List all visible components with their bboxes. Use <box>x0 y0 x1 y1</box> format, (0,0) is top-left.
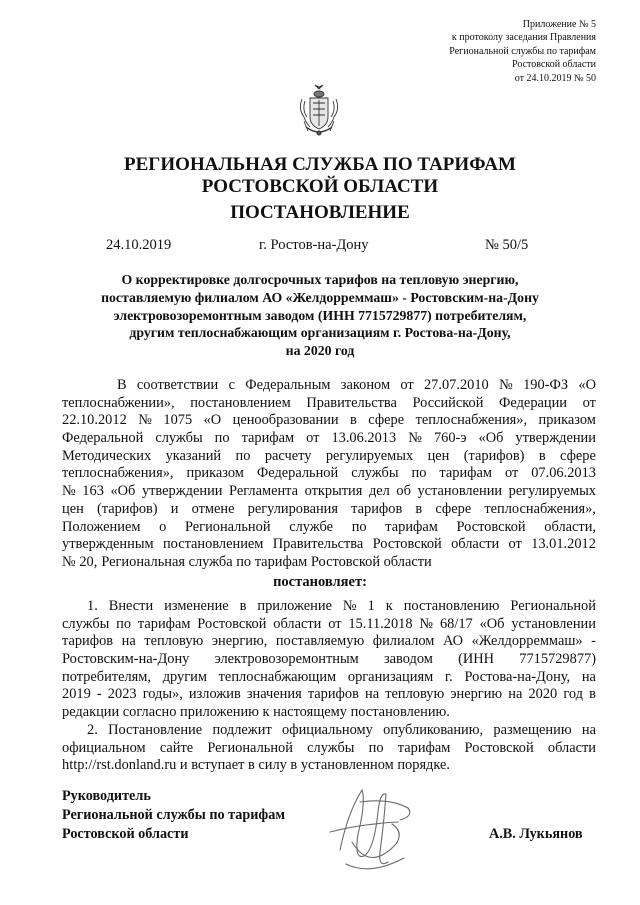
word: - <box>96 686 102 703</box>
word: другим <box>162 668 207 685</box>
word: АО <box>442 633 464 650</box>
text-line <box>62 616 596 634</box>
word: на <box>365 686 380 703</box>
word: регулируемых <box>508 483 596 500</box>
word: (тарифов) <box>96 500 158 517</box>
word: на <box>508 686 523 703</box>
word: 1075 <box>163 412 193 429</box>
word: области <box>273 615 322 632</box>
word: 07.06.2013 <box>531 465 596 482</box>
word: (ИНН <box>458 651 495 668</box>
word: постановлением <box>190 394 291 411</box>
word: области <box>451 536 500 553</box>
word: на <box>121 633 136 650</box>
word: энергию <box>450 686 503 703</box>
word: изложив <box>188 686 241 703</box>
subject-line: электровозоремонтным заводом (ИНН 7715729877) потребителям, <box>113 307 527 323</box>
word: на <box>581 721 596 738</box>
word: организациям <box>347 668 434 685</box>
word: тарифам <box>241 430 295 447</box>
word: сфере <box>368 412 405 429</box>
word: приказом <box>186 465 244 482</box>
word: по <box>116 615 132 632</box>
word: отмене <box>191 500 235 517</box>
annex-line: Ростовской области <box>512 59 596 71</box>
word: Ростовской <box>456 518 526 535</box>
word: «О <box>203 412 222 429</box>
word: утвержденным <box>62 536 154 553</box>
word: 163 <box>82 483 104 500</box>
word: тарифов <box>307 686 359 703</box>
position-line: Руководитель <box>62 788 151 804</box>
annex-line: Приложение № 5 <box>522 19 596 30</box>
word: год <box>563 686 584 703</box>
word: изменение <box>164 598 229 614</box>
word: «О <box>578 377 596 393</box>
word: постановлением <box>162 536 264 553</box>
word: 68/17 <box>439 615 473 632</box>
word: с <box>228 377 235 393</box>
word: Регламента <box>229 483 299 500</box>
document-type: ПОСТАНОВЛЕНИЕ <box>230 202 410 223</box>
word: № <box>408 430 422 447</box>
resolves-heading: постановляет: <box>273 574 367 590</box>
text-line <box>62 554 596 572</box>
word: 13.06.2013 <box>331 430 397 447</box>
word: по <box>368 739 384 756</box>
word: к <box>385 598 393 614</box>
word: электровозоремонтным <box>214 651 359 668</box>
text-line <box>62 686 596 704</box>
annex-line: от 24.10.2019 № 50 <box>514 72 596 84</box>
organization-name-line2: РОСТОВСКОЙ ОБЛАСТИ <box>201 176 439 197</box>
word: в <box>589 686 596 703</box>
word: № <box>342 598 357 614</box>
position-line: Региональной службы по тарифам <box>62 807 286 823</box>
word: регулируемых <box>325 447 414 464</box>
word: Ростовским-на-Дону <box>62 651 190 668</box>
word: регулирования <box>247 500 339 517</box>
word: годы», <box>142 686 183 703</box>
word: по <box>351 518 367 535</box>
word: 13.01.2012 <box>531 536 596 553</box>
text-line <box>62 465 596 483</box>
word: 190-ФЗ <box>523 377 569 393</box>
word: Федеральным <box>245 377 331 393</box>
word: размещению <box>493 721 572 738</box>
text-line <box>62 722 596 740</box>
word: Федеральной <box>256 465 339 482</box>
word: тарифам <box>137 615 191 632</box>
word: по <box>235 447 251 464</box>
position-line: Ростовской области <box>62 826 189 842</box>
word: области <box>547 739 596 756</box>
text-line <box>62 598 596 616</box>
word: заводом <box>383 651 433 668</box>
word: службы <box>307 739 355 756</box>
word: сфере <box>560 447 596 464</box>
word: в <box>415 500 423 517</box>
subject-line: О корректировке долгосрочных тарифов на тепловую энергию, <box>121 272 519 287</box>
word: «Об <box>478 430 504 447</box>
word: подлежит <box>212 721 272 738</box>
word: от <box>306 430 320 447</box>
word: службы <box>62 615 110 632</box>
text-line <box>62 377 596 395</box>
coat-of-arms-icon <box>296 83 342 139</box>
preamble-paragraph <box>62 377 596 572</box>
word: теплоснабжения», <box>484 500 596 517</box>
word: службы <box>155 430 203 447</box>
word: теплоснабжении», <box>62 394 175 411</box>
word: 1. <box>87 598 98 614</box>
annex-note <box>356 18 596 85</box>
text-line <box>62 430 596 448</box>
word: Методических <box>62 447 152 464</box>
word: тарифам <box>439 465 492 482</box>
word: расчету <box>264 447 312 464</box>
text-line <box>62 483 596 501</box>
word: открытия <box>304 483 363 500</box>
word: 1 <box>367 598 375 614</box>
word: Региональной <box>510 598 596 614</box>
word: установлении <box>417 483 503 500</box>
word: постановлению <box>403 598 500 614</box>
word: 2019 <box>62 686 91 703</box>
word: Региональной <box>207 739 293 756</box>
word: утверждении <box>141 483 223 500</box>
document-date: 24.10.2019 <box>106 237 172 253</box>
signature-image <box>300 772 440 882</box>
word: ценообразовании <box>232 412 339 429</box>
document-number: № 50/5 <box>485 237 529 253</box>
word: № <box>62 483 76 500</box>
word: теплоснабжения», <box>62 465 174 482</box>
text-line <box>62 536 596 554</box>
word: законом <box>340 377 391 393</box>
word: указаний <box>165 447 222 464</box>
document-city: г. Ростов-на-Дону <box>259 237 369 253</box>
word: 27.07.2010 <box>423 377 489 393</box>
word: значения <box>246 686 302 703</box>
word: (тарифов) <box>463 447 525 464</box>
word: тепловую <box>144 633 204 650</box>
word: от <box>508 536 522 553</box>
word: Региональной <box>184 518 271 535</box>
word: Ростовской <box>372 536 442 553</box>
word: № <box>499 377 513 393</box>
word: потребителям, <box>62 668 151 685</box>
document-subject <box>60 271 580 360</box>
text-line <box>62 412 596 430</box>
text-line <box>62 395 596 413</box>
word: «Об <box>110 483 136 500</box>
word: цен <box>427 447 450 464</box>
word: В <box>117 377 127 393</box>
text-line <box>62 669 596 687</box>
text-line <box>62 519 596 537</box>
word: об <box>396 483 411 500</box>
word: Положением <box>62 518 141 535</box>
subject-line: другим теплоснабжающим организациям г. Ростова-на-Дону, <box>129 325 511 341</box>
text-line <box>62 633 596 651</box>
organization-name-line1: РЕГИОНАЛЬНАЯ СЛУЖБА ПО ТАРИФАМ <box>124 154 516 175</box>
word: Внести <box>108 598 154 614</box>
word: № 20, <box>62 553 98 570</box>
word: официальном <box>62 739 146 756</box>
word: - <box>591 633 596 650</box>
word: Постановление <box>108 721 203 738</box>
word: «Об <box>479 615 505 632</box>
word: опубликованию, <box>383 721 484 738</box>
word: в <box>538 447 546 464</box>
signatory-position <box>62 787 285 844</box>
word: Ростовской <box>464 739 534 756</box>
word: Федерации <box>499 394 568 411</box>
word: от <box>400 377 414 393</box>
text-line <box>62 740 596 758</box>
subject-line: на 2020 год <box>285 343 355 359</box>
word: 15.11.2018 <box>348 615 413 632</box>
word: г. <box>444 668 453 685</box>
word: филиалом <box>372 633 435 650</box>
word: приложение <box>257 598 332 614</box>
word: Ростова-на-Дону, <box>464 668 571 685</box>
word: о <box>159 518 167 535</box>
annex-line: Региональной службы по тарифам <box>449 45 596 57</box>
word: 760-э <box>433 430 467 447</box>
word: Правительства <box>306 394 397 411</box>
word: тарифов <box>62 633 114 650</box>
word: Федеральной <box>62 430 144 447</box>
word: сфере <box>435 500 472 517</box>
word: в <box>239 598 247 614</box>
word: «Желдорреммаш» <box>471 633 583 650</box>
annex-line: к протоколу заседания Правления <box>451 32 596 44</box>
word: на <box>581 668 596 685</box>
word: официальному <box>282 721 373 738</box>
word: тепловую <box>385 686 445 703</box>
word: сайте <box>159 739 194 756</box>
word: 7715729877) <box>519 651 596 668</box>
word: http://rst.donland.ru и вступает в силу в установленном порядке. <box>62 757 450 774</box>
text-line <box>62 651 596 669</box>
word: 22.10.2012 <box>62 412 127 429</box>
word: 2020 <box>528 686 558 703</box>
word: по <box>411 465 427 482</box>
word: в <box>350 412 357 429</box>
word: установлении <box>511 615 596 632</box>
word: от <box>328 615 342 632</box>
word: от <box>582 394 596 411</box>
word: редакции согласно приложению к настоящему постановлению. <box>62 704 450 721</box>
word: тарифам <box>397 739 451 756</box>
word: цен <box>62 500 84 517</box>
word: службы <box>351 465 399 482</box>
subject-line: поставляемую филиалом АО «Желдорреммаш» - Ростовским-на-Дону <box>101 289 539 305</box>
word: по <box>214 430 230 447</box>
word: № <box>138 412 152 429</box>
word: от <box>504 465 519 482</box>
word: дел <box>368 483 390 500</box>
word: Правительства <box>272 536 364 553</box>
word: Региональная служба по тарифам Ростовской области <box>101 553 432 570</box>
word: теплоснабжения», <box>415 412 528 429</box>
word: энергию, <box>211 633 268 650</box>
word: 2023 <box>107 686 137 703</box>
text-line <box>62 704 596 722</box>
clauses-section <box>62 598 596 775</box>
word: поставляемую <box>275 633 365 650</box>
text-line <box>62 501 596 519</box>
word: тарифам <box>385 518 438 535</box>
word: соответствии <box>136 377 219 393</box>
word: службе <box>289 518 334 535</box>
word: Ростовской <box>197 615 267 632</box>
word: утверждении <box>515 430 596 447</box>
word: № <box>419 615 434 632</box>
signatory-name: А.В. Лукьянов <box>489 826 583 842</box>
word: тарифов <box>351 500 403 517</box>
word: и <box>170 500 179 517</box>
word: приказом <box>538 412 596 429</box>
word: области, <box>544 518 596 535</box>
text-line <box>62 448 596 466</box>
word: теплоснабжающим <box>218 668 337 685</box>
word: 2. <box>87 721 98 738</box>
word: Российской <box>412 394 484 411</box>
